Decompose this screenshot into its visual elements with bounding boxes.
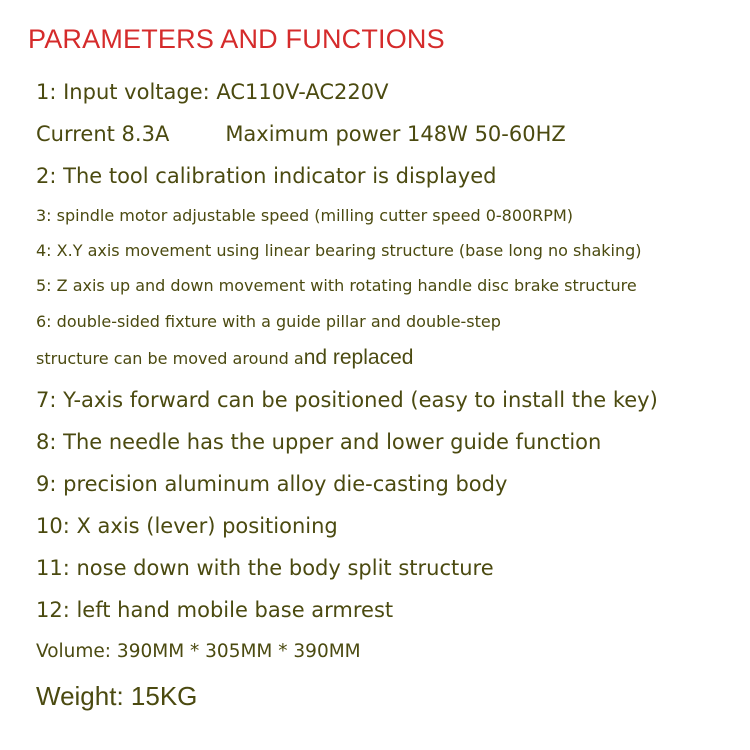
- spec-current-power-row: [36, 122, 566, 146]
- spec-item-6-line2: [36, 346, 413, 370]
- spec-item-7: 7: Y-axis forward can be positioned (easy to install the key): [36, 388, 658, 412]
- spec-item-11: 11: nose down with the body split structure: [36, 556, 494, 580]
- page-title: PARAMETERS AND FUNCTIONS: [28, 24, 445, 54]
- spec-current: Current 8.3A: [36, 122, 170, 146]
- spec-weight: Weight: 15KG: [36, 681, 198, 711]
- spec-item-8: 8: The needle has the upper and lower guide function: [36, 430, 602, 454]
- spec-item-6-line1: 6: double-sided fixture with a guide pillar and double-step: [36, 312, 501, 331]
- spec-item-9: 9: precision aluminum alloy die-casting body: [36, 472, 508, 496]
- spec-item-2: 2: The tool calibration indicator is displayed: [36, 164, 497, 188]
- spec-max-power: Maximum power 148W 50-60HZ: [225, 122, 566, 146]
- spec-volume: Volume: 390MM * 305MM * 390MM: [36, 641, 361, 662]
- spec-item-5: 5: Z axis up and down movement with rotating handle disc brake structure: [36, 276, 637, 295]
- spec-item-6-line2-tail: nd replaced: [303, 346, 414, 369]
- spec-item-12: 12: left hand mobile base armrest: [36, 598, 394, 622]
- spec-item-3: 3: spindle motor adjustable speed (milling cutter speed 0-800RPM): [36, 206, 573, 225]
- spec-item-10: 10: X axis (lever) positioning: [36, 514, 338, 538]
- spec-item-4: 4: X.Y axis movement using linear bearing structure (base long no shaking): [36, 241, 642, 260]
- spec-item-6-line2-head: structure can be moved around a: [36, 349, 304, 368]
- spec-input-voltage: 1: Input voltage: AC110V-AC220V: [36, 80, 389, 104]
